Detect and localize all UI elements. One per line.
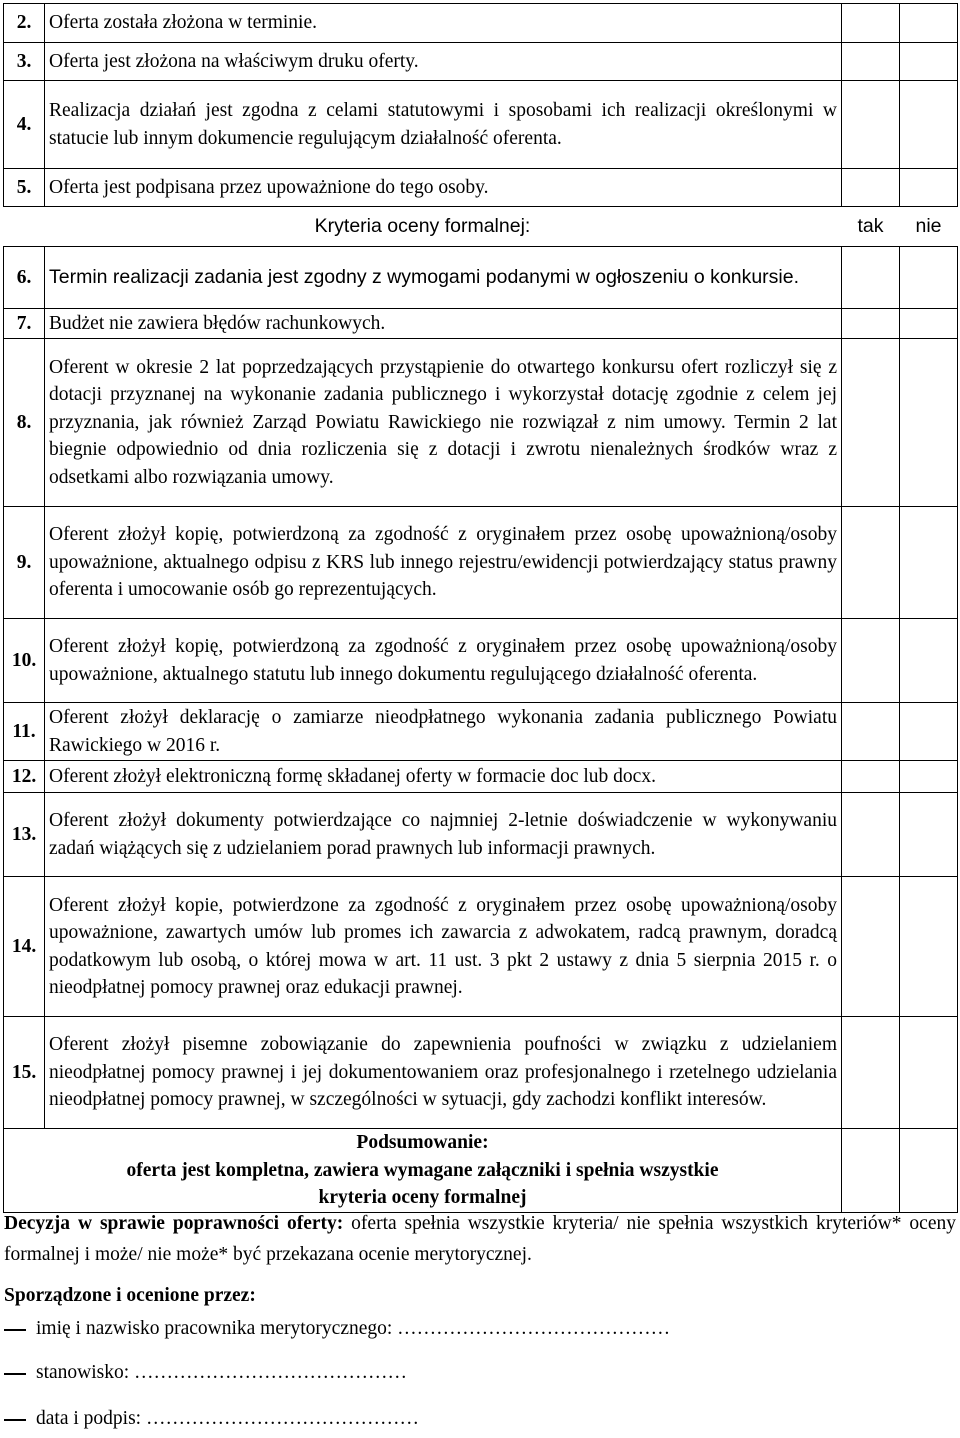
table-row (4, 619, 958, 703)
summary-line-1: oferta jest kompletna, zawiera wymagane załączniki i spełnia wszystkie (126, 1159, 719, 1181)
row-number: 5. (4, 169, 45, 207)
table-row (4, 4, 958, 43)
position-field (4, 1362, 407, 1384)
no-checkbox-cell[interactable] (900, 43, 958, 81)
yes-checkbox-cell[interactable] (842, 247, 900, 309)
dash-bullet (4, 1329, 26, 1331)
name-field-blank[interactable]: …………………………………… (397, 1318, 671, 1339)
criteria-header-row (4, 207, 958, 247)
no-checkbox-cell[interactable] (900, 793, 958, 877)
yes-checkbox-cell[interactable] (842, 619, 900, 703)
date-signature-field-blank[interactable]: …………………………………… (145, 1408, 419, 1429)
summary-cell (4, 1129, 842, 1213)
yes-checkbox-cell[interactable] (842, 793, 900, 877)
row-text: Oferent złożył deklarację o zamiarze nieodpłatnego wykonania zadania publicznego Powiatu Rawickiego w 2016 r. (45, 703, 842, 761)
yes-checkbox-cell[interactable] (842, 81, 900, 169)
signed-by-heading: Sporządzone i ocenione przez: (4, 1285, 256, 1306)
row-text: Oferent złożył pisemne zobowiązanie do zapewnienia poufności w związku z udzielaniem nieodpłatnej pomocy prawnej i jej dokumentowaniem oraz profesjonalnego i rzetelnego udzielania nieodpłatnej pomocy prawnej, w szczególności w sytuacji, gdy zachodzi konflikt interesów. (45, 1017, 842, 1129)
row-text: Oferta jest podpisana przez upoważnione do tego osoby. (45, 169, 842, 207)
column-no-header: nie (900, 207, 958, 247)
row-number: 15. (4, 1017, 45, 1129)
yes-checkbox-cell[interactable] (842, 507, 900, 619)
row-number: 4. (4, 81, 45, 169)
column-yes-header: tak (842, 207, 900, 247)
name-field-label: imię i nazwisko pracownika merytorycznego: (36, 1318, 393, 1339)
table-row (4, 309, 958, 339)
no-checkbox-cell[interactable] (900, 761, 958, 793)
table-row (4, 81, 958, 169)
yes-checkbox-cell[interactable] (842, 761, 900, 793)
row-number: 11. (4, 703, 45, 761)
row-text: Realizacja działań jest zgodna z celami statutowymi i sposobami ich realizacji określonymi w statucie lub innym dokumencie regulującym działalność oferenta. (45, 81, 842, 169)
row-text: Oferent w okresie 2 lat poprzedzających przystąpienie do otwartego konkursu ofert rozliczył się z dotacji przyznanej na wykonanie zadania publicznego i wykorzystał dotację zgodnie z celem jej przyznania, jak również Zarząd Powiatu Rawickiego nie rozwiązał z nim umowy. Termin 2 lat biegnie odpowiednio od dnia rozliczenia się z dotacji i zwrotu nienależnych środków wraz z odsetkami albo rozwiązania umowy. (45, 339, 842, 507)
dash-bullet (4, 1419, 26, 1421)
no-checkbox-cell[interactable] (900, 507, 958, 619)
criteria-table (3, 3, 958, 1213)
no-checkbox-cell[interactable] (900, 81, 958, 169)
yes-checkbox-cell[interactable] (842, 1129, 900, 1213)
no-checkbox-cell[interactable] (900, 4, 958, 43)
position-field-label: stanowisko: (36, 1362, 130, 1383)
row-text: Oferent złożył kopie, potwierdzone za zgodność z oryginałem przez osobę upoważnioną/osoby upoważnione, zawartych umów lub promes ich zawarcia z adwokatem, radcą prawnym, doradcą podatkowym lub osobą, o której mowa w art. 11 ust. 3 pkt 2 ustawy z dnia 5 sierpnia 2015 r. o nieodpłatnej pomocy prawnej oraz edukacji prawnej. (45, 877, 842, 1017)
no-checkbox-cell[interactable] (900, 1129, 958, 1213)
date-signature-field (4, 1408, 419, 1430)
no-checkbox-cell[interactable] (900, 703, 958, 761)
no-checkbox-cell[interactable] (900, 339, 958, 507)
row-number: 10. (4, 619, 45, 703)
table-row (4, 793, 958, 877)
summary-row (4, 1129, 958, 1213)
table-row (4, 507, 958, 619)
dash-bullet (4, 1373, 26, 1375)
row-number: 6. (4, 247, 45, 309)
row-text: Oferta jest złożona na właściwym druku oferty. (45, 43, 842, 81)
row-number: 14. (4, 877, 45, 1017)
yes-checkbox-cell[interactable] (842, 877, 900, 1017)
row-number: 12. (4, 761, 45, 793)
row-text: Budżet nie zawiera błędów rachunkowych. (45, 309, 842, 339)
table-row (4, 247, 958, 309)
row-text: Oferent złożył dokumenty potwierdzające co najmniej 2-letnie doświadczenie w wykonywaniu zadań wiążących się z udzielaniem porad prawnych lub informacji prawnych. (45, 793, 842, 877)
table-row (4, 339, 958, 507)
yes-checkbox-cell[interactable] (842, 703, 900, 761)
name-field (4, 1318, 670, 1340)
table-row (4, 169, 958, 207)
row-number: 13. (4, 793, 45, 877)
yes-checkbox-cell[interactable] (842, 43, 900, 81)
row-number: 8. (4, 339, 45, 507)
row-number: 2. (4, 4, 45, 43)
summary-title: Podsumowanie: (356, 1132, 489, 1153)
no-checkbox-cell[interactable] (900, 1017, 958, 1129)
table-row (4, 703, 958, 761)
row-text: Oferta została złożona w terminie. (45, 4, 842, 43)
summary-line-2: kryteria oceny formalnej (318, 1187, 527, 1208)
row-text: Oferent złożył kopię, potwierdzoną za zgodność z oryginałem przez osobę upoważnioną/osoby upoważnione, aktualnego statutu lub innego dokumentu regulującego działalność oferenta. (45, 619, 842, 703)
decision-paragraph (4, 1208, 956, 1270)
decision-label: Decyzja w sprawie poprawności oferty: (4, 1213, 344, 1234)
yes-checkbox-cell[interactable] (842, 4, 900, 43)
criteria-header-title: Kryteria oceny formalnej: (314, 214, 531, 237)
table-row (4, 1017, 958, 1129)
table-row (4, 761, 958, 793)
row-number: 9. (4, 507, 45, 619)
row-number: 7. (4, 309, 45, 339)
yes-checkbox-cell[interactable] (842, 339, 900, 507)
yes-checkbox-cell[interactable] (842, 309, 900, 339)
table-row (4, 877, 958, 1017)
table-row (4, 43, 958, 81)
date-signature-field-label: data i podpis: (36, 1408, 142, 1429)
row-text: Termin realizacji zadania jest zgodny z wymogami podanymi w ogłoszeniu o konkursie. (45, 247, 842, 309)
no-checkbox-cell[interactable] (900, 877, 958, 1017)
no-checkbox-cell[interactable] (900, 247, 958, 309)
no-checkbox-cell[interactable] (900, 309, 958, 339)
yes-checkbox-cell[interactable] (842, 1017, 900, 1129)
row-number: 3. (4, 43, 45, 81)
yes-checkbox-cell[interactable] (842, 169, 900, 207)
row-text: Oferent złożył kopię, potwierdzoną za zgodność z oryginałem przez osobę upoważnioną/osoby upoważnione, aktualnego odpisu z KRS lub innego rejestru/ewidencji potwierdzający status prawny oferenta i umocowanie osób go reprezentujących. (45, 507, 842, 619)
no-checkbox-cell[interactable] (900, 169, 958, 207)
position-field-blank[interactable]: …………………………………… (134, 1362, 408, 1383)
no-checkbox-cell[interactable] (900, 619, 958, 703)
row-text: Oferent złożył elektroniczną formę składanej oferty w formacie doc lub docx. (45, 761, 842, 793)
decision-text: oferta spełnia wszystkie kryteria/ nie spełnia wszystkich kryteriów* oceny formalnej i może/ nie może* być przekazana ocenie merytorycznej. (4, 1213, 956, 1265)
